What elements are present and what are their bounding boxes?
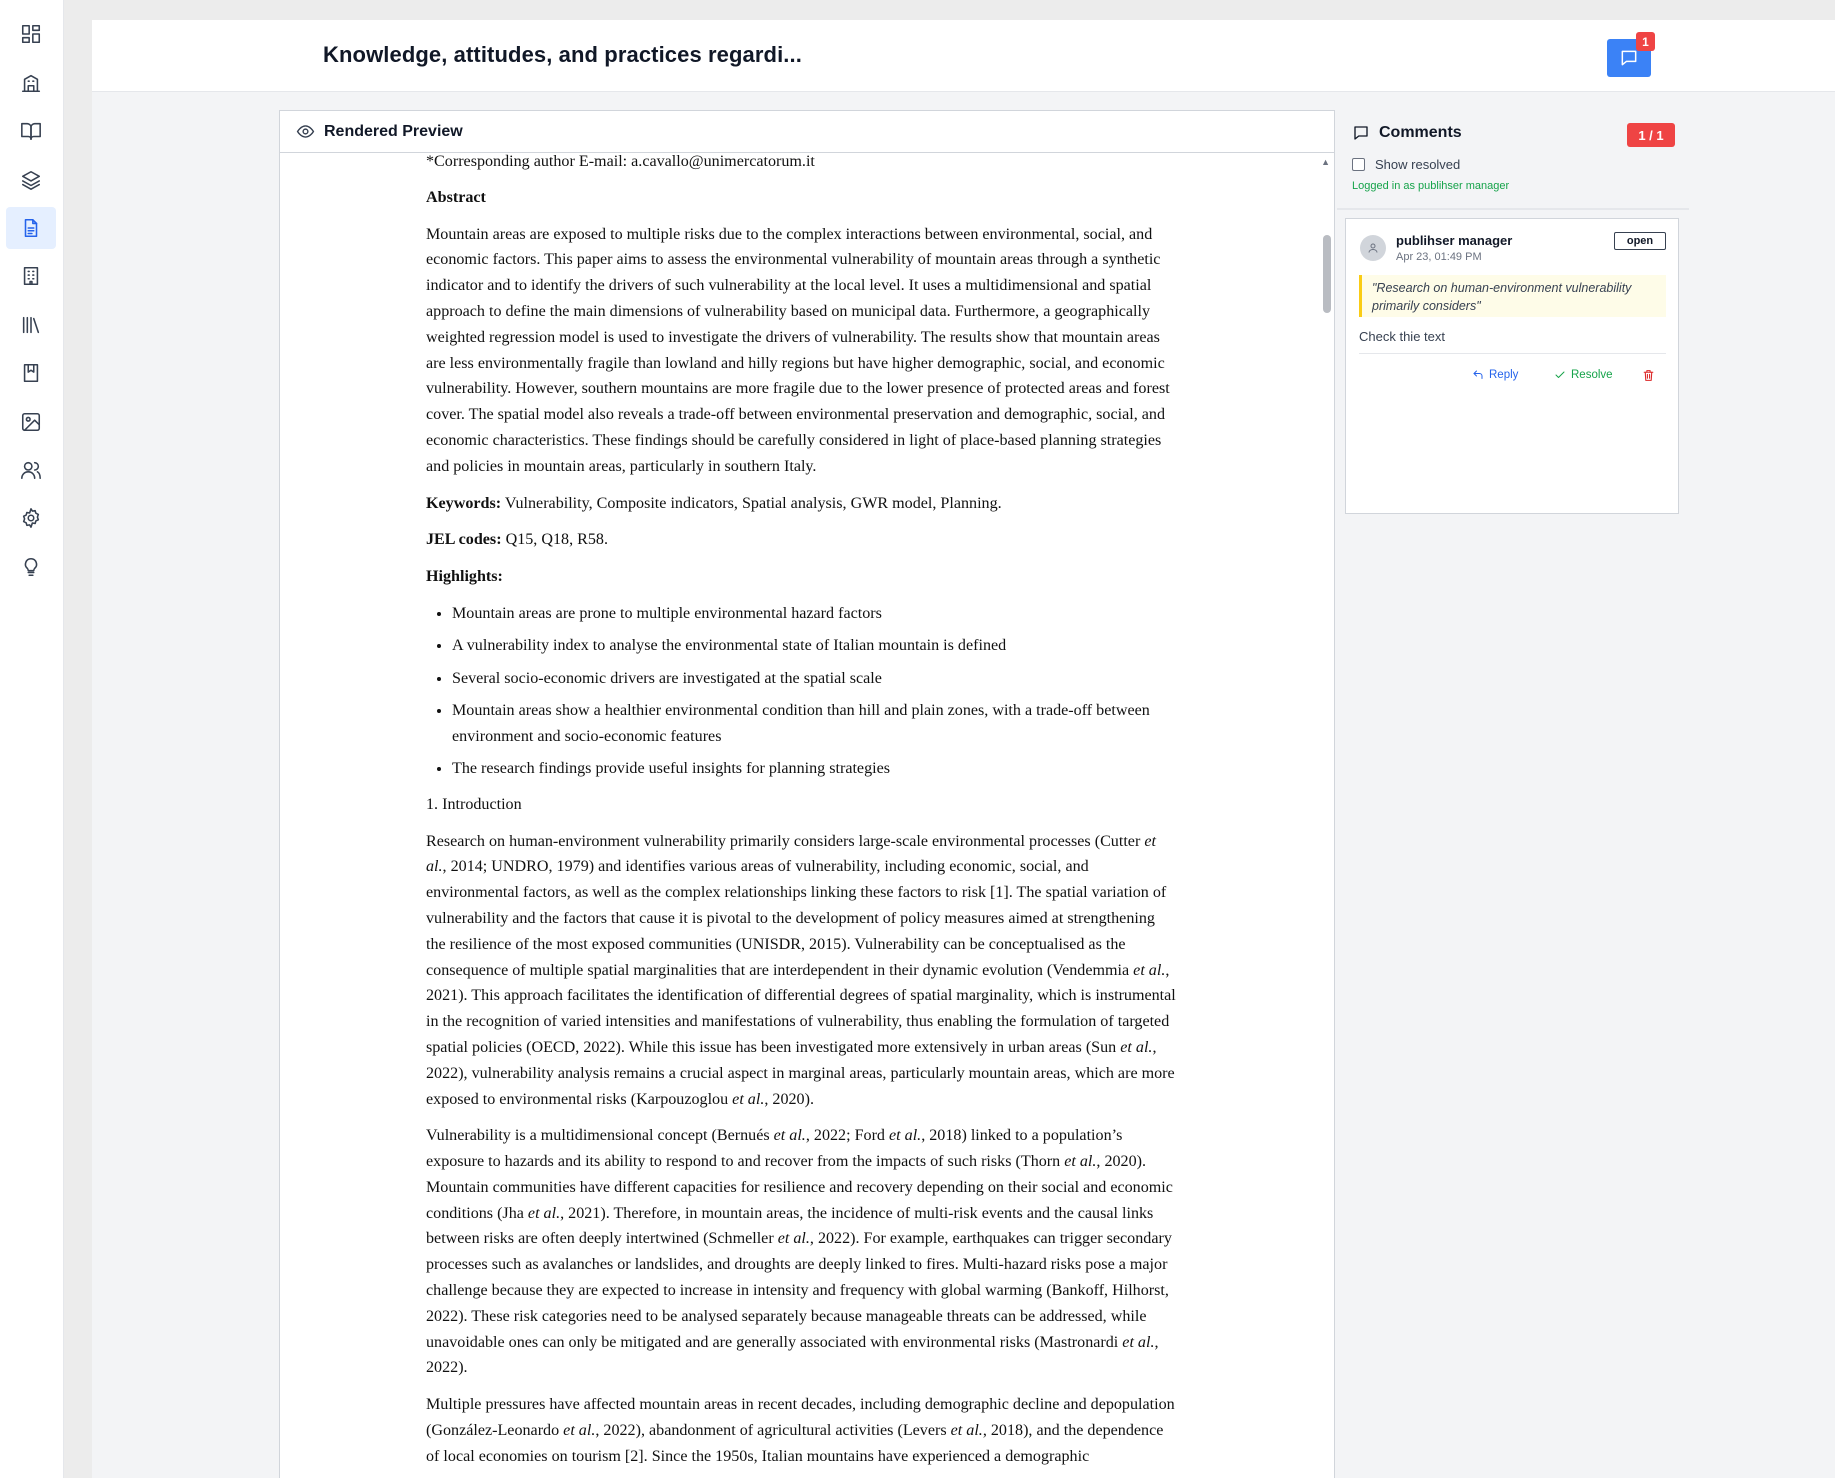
- text-run: Vulnerability is a multidimensional concept (Bernués: [426, 1127, 774, 1145]
- keywords-line: [426, 491, 1176, 517]
- text-run: , 2020).: [764, 1090, 814, 1108]
- status-badge: open: [1614, 232, 1666, 250]
- abstract-text: Mountain areas are exposed to multiple risks due to the complex interactions between environmental, social, and economic factors. This paper aims to assess the environmental vulnerability of mountain areas through a synthetic indicator and to identify the drivers of such vulnerability at the local level. It uses a multidimensional and spatial approach to define the main dimensions of vulnerability based on municipal data. Furthermore, a geographically weighted regression model is used to investigate the drivers of vulnerability. The results show that mountain areas are less environmentally fragile than lowland and hilly regions but have higher demographic, social, and economic vulnerability. However, southern mountains are more fragile due to the lower presence of protected areas and forest cover. The spatial model also reveals a trade-off between environmental preservation and demographic, social, and economic characteristics. These findings should be carefully considered in light of place-based planning strategies and policies in mountain areas, particularly in southern Italy.: [426, 225, 1170, 475]
- show-resolved-toggle[interactable]: [1352, 157, 1460, 172]
- comment-card: [1345, 218, 1679, 514]
- text-run: et al.: [732, 1090, 765, 1108]
- gear-icon: [20, 507, 42, 529]
- user-icon: [1367, 242, 1379, 254]
- avatar: [1360, 235, 1386, 261]
- library-icon: [20, 314, 42, 336]
- check-icon: [1554, 369, 1566, 381]
- paragraph-1: [426, 829, 1176, 1113]
- comment-author: publihser manager: [1396, 233, 1513, 248]
- top-strip: [92, 0, 1835, 20]
- bookmark-book-icon: [20, 362, 42, 384]
- logged-in-status: Logged in as publihser manager: [1352, 180, 1510, 192]
- corresponding-author: *Corresponding author E-mail: a.cavallo@unimercatorum.it: [426, 153, 815, 170]
- document-icon: [20, 217, 42, 239]
- comment-count-badge: 1: [1636, 32, 1655, 51]
- sidebar-item-users[interactable]: [6, 449, 56, 491]
- section-heading-introduction: 1. Introduction: [426, 795, 522, 813]
- divider: [1359, 353, 1666, 354]
- list-item: • Several socio-economic drivers are investigated at the spatial scale: [452, 666, 1176, 692]
- list-item: • Mountain areas are prone to multiple environmental hazard factors: [452, 601, 1176, 627]
- keywords-value: Vulnerability, Composite indicators, Spatial analysis, GWR model, Planning.: [501, 494, 1002, 512]
- list-item: • Mountain areas show a healthier environmental condition than hill and plain zones, with a trade-off between environment and socio-economic features: [452, 698, 1176, 750]
- sidebar-item-building[interactable]: [6, 62, 56, 104]
- text-run: Multiple pressures have affected mountain areas in recent decades, including demographic decline and depopulation (González-Leonardo: [426, 1396, 1175, 1440]
- sidebar-item-settings[interactable]: [6, 497, 56, 539]
- reply-label: Reply: [1489, 369, 1519, 381]
- text-run: , 2022), vulnerability analysis remains a crucial aspect in marginal areas, particularly mountain areas, which are more exposed to environmental risks (Karpouzoglou: [426, 1038, 1175, 1108]
- text-run: et al.: [563, 1422, 596, 1440]
- dashboard-icon: [20, 23, 42, 45]
- highlights-heading: Highlights:: [426, 568, 503, 586]
- preview-label: Rendered Preview: [324, 122, 463, 140]
- jel-value: Q15, Q18, R58.: [501, 531, 608, 549]
- sidebar-item-office[interactable]: [6, 255, 56, 297]
- list-item: • A vulnerability index to analyse the environmental state of Italian mountain is defined: [452, 633, 1176, 659]
- text-run: , 2021). This approach facilitates the identification of differential degrees of spatial marginality, which is instrumental in the recognition of varied intensities and manifestations of vulnerability, thus enabling the formulation of targeted spatial policies (OECD, 2022). While this issue has been investigated more extensively in urban areas (Sun: [426, 961, 1176, 1056]
- comment-icon: [1352, 124, 1370, 142]
- resolve-button[interactable]: [1554, 369, 1613, 381]
- sidebar-item-documents[interactable]: [6, 207, 56, 249]
- comment-body: Check thie text: [1359, 329, 1445, 344]
- text-run: , 2022), abandonment of agricultural activities (Levers: [595, 1422, 951, 1440]
- sidebar-item-ideas[interactable]: [6, 546, 56, 588]
- comments-counter: 1 / 1: [1627, 123, 1675, 147]
- text-run: et al.: [950, 1422, 983, 1440]
- layers-icon: [20, 169, 42, 191]
- sidebar-item-dashboard[interactable]: [6, 13, 56, 55]
- comments-title-label: Comments: [1379, 124, 1462, 141]
- highlights-list: [452, 601, 1176, 782]
- paragraph-2: [426, 1123, 1176, 1381]
- rendered-preview-panel: [279, 110, 1335, 1478]
- users-icon: [20, 459, 42, 481]
- text-run: et al.: [1064, 1153, 1097, 1171]
- preview-header: [280, 111, 1334, 153]
- text-run: et al.: [527, 1204, 561, 1222]
- delete-button[interactable]: [1642, 369, 1655, 382]
- text-run: , 2022; Ford: [805, 1127, 890, 1145]
- list-item: • The research findings provide useful insights for planning strategies: [452, 756, 1176, 782]
- page-title: Knowledge, attitudes, and practices regardi...: [323, 42, 802, 67]
- text-run: et al.: [1122, 1333, 1155, 1351]
- text-run: et al.: [777, 1230, 810, 1248]
- sidebar: [0, 0, 64, 1478]
- text-run: , 2014; UNDRO, 1979) and identifies various areas of vulnerability, including economic, social, and environmental factors, as well as the complex relationships linking these factors to risk [1]. The spatial variation of vulnerability and the factors that cause it is pivotal to the development of policy measures aimed at strengthening the resilience of the most exposed communities (UNISDR, 2015). Vulnerability can be conceptualised as the consequence of multiple spatial marginalities that are interdependent in their dynamic evolution (Vendemmia: [426, 858, 1167, 979]
- comment-quote: "Research on human-environment vulnerability primarily considers": [1359, 275, 1666, 317]
- comment-date: Apr 23, 01:49 PM: [1396, 251, 1482, 263]
- scrollbar-thumb[interactable]: [1323, 235, 1331, 313]
- text-run: , 2022).: [426, 1333, 1159, 1377]
- divider: [1337, 208, 1689, 210]
- trash-icon: [1642, 369, 1655, 382]
- text-run: , 2020). Mountain communities have different capacities for resilience and recovery depending on their social and economic conditions (Jha: [426, 1153, 1173, 1222]
- book-open-icon: [20, 120, 42, 142]
- sidebar-item-layers[interactable]: [6, 159, 56, 201]
- jel-line: [426, 527, 1176, 553]
- chat-bubble-icon: [1619, 48, 1639, 68]
- image-icon: [20, 411, 42, 433]
- sidebar-item-images[interactable]: [6, 401, 56, 443]
- sidebar-item-library[interactable]: [6, 304, 56, 346]
- comments-title: [1352, 124, 1462, 142]
- text-run: , 2022). For example, earthquakes can trigger secondary processes such as avalanches or landslides, and droughts are deeply linked to fires. Multi-hazard risks pose a major challenge because they are expected to increase in intensity and frequency with global warming (Bankoff, Hilhorst, 2022). These risk categories need to be analysed separately because manageable threats can be addressed, while unavoidable ones can only be mitigated and are generally associated with environmental risks (Mastronardi: [426, 1230, 1172, 1351]
- text-run: et al.: [1133, 961, 1166, 979]
- text-run: et al.: [889, 1127, 922, 1145]
- page-header: [92, 20, 1835, 92]
- text-run: et al.: [426, 832, 1156, 876]
- text-run: , 2018), and the dependence of local economies on tourism [2]. Since the 1950s, Italian mountains have experienced a demographic: [426, 1422, 1164, 1465]
- text-run: Research on human-environment vulnerability primarily considers large-scale environmental processes (Cutter: [426, 832, 1145, 850]
- reply-button[interactable]: [1472, 369, 1518, 381]
- jel-label: JEL codes:: [426, 531, 502, 549]
- lightbulb-icon: [20, 556, 42, 578]
- text-run: , 2021). Therefore, in mountain areas, the incidence of multi-risk events and the causal links between risks are often deeply intertwined (Schmeller: [426, 1204, 1154, 1248]
- abstract-heading: Abstract: [426, 188, 486, 206]
- eye-icon: [296, 122, 315, 141]
- text-run: et al.: [1120, 1038, 1153, 1056]
- keywords-label: Keywords:: [426, 494, 502, 512]
- text-run: et al.: [773, 1127, 806, 1145]
- paragraph-3: [426, 1392, 1176, 1469]
- sidebar-item-bookmarks[interactable]: [6, 352, 56, 394]
- scroll-up-arrow[interactable]: ▲: [1321, 157, 1330, 167]
- sidebar-item-book[interactable]: [6, 110, 56, 152]
- reply-icon: [1472, 369, 1484, 381]
- document-content: [426, 149, 1176, 1478]
- show-resolved-label: Show resolved: [1375, 157, 1461, 172]
- office-building-icon: [20, 265, 42, 287]
- show-resolved-checkbox[interactable]: [1352, 158, 1365, 171]
- resolve-label: Resolve: [1571, 369, 1613, 381]
- gutter: [64, 0, 92, 1478]
- building-icon: [20, 72, 42, 94]
- text-run: , 2018) linked to a population’s exposure to hazards and its ability to respond to and recover from the impacts of such risks (Thorn: [426, 1127, 1123, 1171]
